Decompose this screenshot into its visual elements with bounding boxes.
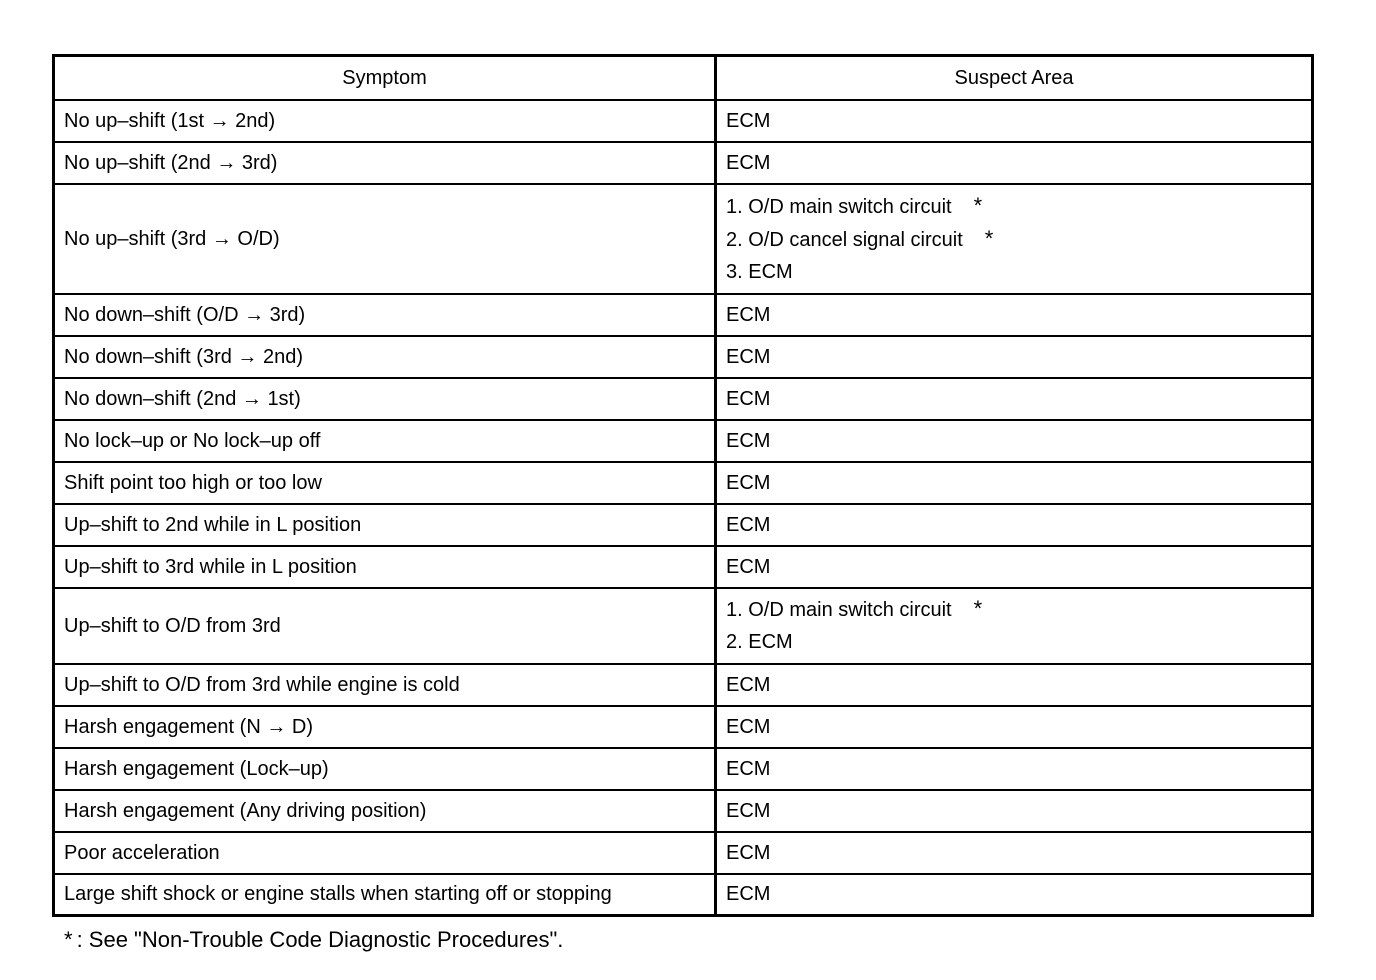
suspect-item-text: ECM xyxy=(726,757,771,780)
asterisk-icon: * xyxy=(973,192,983,218)
suspect-item-text: 2. O/D cancel signal circuit xyxy=(726,228,963,251)
suspect-item xyxy=(726,551,1302,583)
suspect-item xyxy=(726,190,1302,223)
suspect-item-text: 3. ECM xyxy=(726,260,793,283)
table-body xyxy=(54,100,1313,916)
suspect-item xyxy=(726,147,1302,179)
table-row xyxy=(54,832,1313,874)
suspect-list xyxy=(726,341,1302,373)
symptom-cell: No lock–up or No lock–up off xyxy=(54,420,716,462)
table-row xyxy=(54,706,1313,748)
suspect-list xyxy=(726,467,1302,499)
symptom-cell: Harsh engagement (Any driving position) xyxy=(54,790,716,832)
symptom-cell: Up–shift to 2nd while in L position xyxy=(54,504,716,546)
suspect-item xyxy=(726,223,1302,256)
suspect-area-cell xyxy=(716,100,1313,142)
suspect-item xyxy=(726,593,1302,626)
suspect-area-cell xyxy=(716,294,1313,336)
suspect-item xyxy=(726,878,1302,910)
suspect-item-text: ECM xyxy=(726,555,771,578)
suspect-list xyxy=(726,105,1302,137)
suspect-item-text: ECM xyxy=(726,151,771,174)
symptom-cell: No down–shift (2nd → 1st) xyxy=(54,378,716,420)
table-header-row xyxy=(54,56,1313,100)
suspect-list xyxy=(726,147,1302,179)
suspect-area-cell xyxy=(716,420,1313,462)
symptom-cell: No down–shift (O/D → 3rd) xyxy=(54,294,716,336)
suspect-item xyxy=(726,753,1302,785)
header-suspect-area: Suspect Area xyxy=(716,56,1313,100)
suspect-item xyxy=(726,425,1302,457)
suspect-item xyxy=(726,837,1302,869)
suspect-list xyxy=(726,299,1302,331)
suspect-item xyxy=(726,341,1302,373)
symptom-cell: Harsh engagement (N → D) xyxy=(54,706,716,748)
suspect-item-text: ECM xyxy=(726,471,771,494)
suspect-list xyxy=(726,551,1302,583)
symptom-cell: Up–shift to O/D from 3rd while engine is cold xyxy=(54,664,716,706)
suspect-item xyxy=(726,256,1302,288)
table-row xyxy=(54,294,1313,336)
suspect-area-cell xyxy=(716,832,1313,874)
suspect-list xyxy=(726,837,1302,869)
table-row xyxy=(54,420,1313,462)
table-row xyxy=(54,378,1313,420)
suspect-area-cell xyxy=(716,588,1313,664)
suspect-item xyxy=(726,669,1302,701)
table-row xyxy=(54,100,1313,142)
symptom-cell: Harsh engagement (Lock–up) xyxy=(54,748,716,790)
suspect-item xyxy=(726,509,1302,541)
footnote xyxy=(64,926,563,954)
suspect-item-text: ECM xyxy=(726,345,771,368)
symptom-cell: No up–shift (3rd → O/D) xyxy=(54,184,716,294)
suspect-area-cell xyxy=(716,706,1313,748)
suspect-area-cell xyxy=(716,336,1313,378)
suspect-item-text: ECM xyxy=(726,429,771,452)
table-row xyxy=(54,546,1313,588)
suspect-item-text: ECM xyxy=(726,109,771,132)
symptom-cell: Up–shift to O/D from 3rd xyxy=(54,588,716,664)
suspect-area-cell xyxy=(716,790,1313,832)
suspect-item-text: 1. O/D main switch circuit xyxy=(726,195,952,218)
suspect-list xyxy=(726,383,1302,415)
symptom-table xyxy=(52,54,1314,917)
suspect-item-text: ECM xyxy=(726,387,771,410)
table-row xyxy=(54,142,1313,184)
footnote-asterisk-icon: * xyxy=(64,927,73,952)
symptom-cell: No down–shift (3rd → 2nd) xyxy=(54,336,716,378)
suspect-list xyxy=(726,711,1302,743)
asterisk-icon: * xyxy=(984,225,994,251)
suspect-item-text: 2. ECM xyxy=(726,631,793,653)
suspect-item xyxy=(726,383,1302,415)
table-row xyxy=(54,462,1313,504)
asterisk-icon: * xyxy=(973,596,983,621)
suspect-area-cell xyxy=(716,748,1313,790)
suspect-area-cell xyxy=(716,546,1313,588)
symptom-cell: Up–shift to 3rd while in L position xyxy=(54,546,716,588)
table-row xyxy=(54,184,1313,294)
suspect-item-text: ECM xyxy=(726,303,771,326)
suspect-list xyxy=(726,795,1302,827)
suspect-list xyxy=(726,425,1302,457)
suspect-item xyxy=(726,299,1302,331)
symptom-cell: No up–shift (1st → 2nd) xyxy=(54,100,716,142)
suspect-item xyxy=(726,467,1302,499)
suspect-area-cell xyxy=(716,184,1313,294)
suspect-list xyxy=(726,878,1302,910)
table-row xyxy=(54,504,1313,546)
suspect-item xyxy=(726,105,1302,137)
suspect-area-cell xyxy=(716,378,1313,420)
suspect-item xyxy=(726,626,1302,658)
table-row xyxy=(54,748,1313,790)
table-row xyxy=(54,336,1313,378)
table-row xyxy=(54,664,1313,706)
suspect-item xyxy=(726,711,1302,743)
symptom-cell: Large shift shock or engine stalls when starting off or stopping xyxy=(54,874,716,916)
suspect-item-text: 1. O/D main switch circuit xyxy=(726,599,952,621)
suspect-area-cell xyxy=(716,664,1313,706)
suspect-area-cell xyxy=(716,142,1313,184)
suspect-item-text: ECM xyxy=(726,883,771,906)
suspect-list xyxy=(726,753,1302,785)
symptom-cell: No up–shift (2nd → 3rd) xyxy=(54,142,716,184)
suspect-item-text: ECM xyxy=(726,841,771,864)
suspect-area-cell xyxy=(716,504,1313,546)
symptom-cell: Shift point too high or too low xyxy=(54,462,716,504)
header-symptom: Symptom xyxy=(54,56,716,100)
suspect-list xyxy=(726,190,1302,288)
table-row xyxy=(54,588,1313,664)
suspect-item-text: ECM xyxy=(726,715,771,738)
suspect-item-text: ECM xyxy=(726,673,771,696)
suspect-area-cell xyxy=(716,874,1313,916)
suspect-list xyxy=(726,509,1302,541)
suspect-area-cell xyxy=(716,462,1313,504)
suspect-item-text: ECM xyxy=(726,799,771,822)
table-row xyxy=(54,790,1313,832)
suspect-item-text: ECM xyxy=(726,513,771,536)
symptom-cell: Poor acceleration xyxy=(54,832,716,874)
table-row xyxy=(54,874,1313,916)
suspect-item xyxy=(726,795,1302,827)
footnote-text: : See "Non-Trouble Code Diagnostic Procedures". xyxy=(76,927,564,952)
suspect-list xyxy=(726,669,1302,701)
suspect-list xyxy=(726,593,1302,658)
